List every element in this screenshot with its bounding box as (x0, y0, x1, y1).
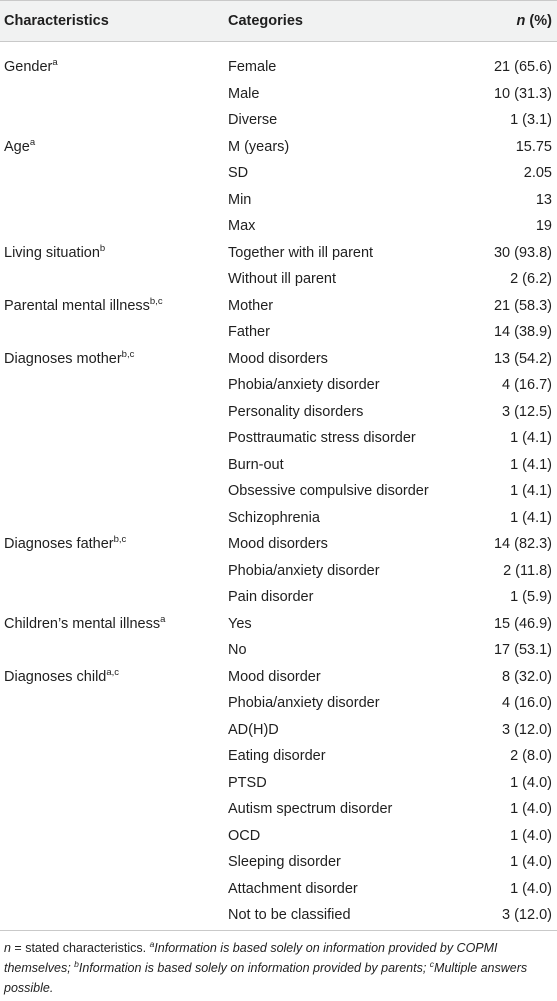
table-row (0, 824, 557, 851)
characteristic-label: Parental mental illness (4, 297, 150, 314)
characteristic-cell (0, 585, 228, 587)
characteristic-cell (0, 691, 228, 693)
table-row (0, 188, 557, 215)
value-cell: 2 (6.2) (510, 271, 552, 287)
value-cell: 1 (4.0) (510, 880, 552, 897)
table-row (0, 691, 557, 718)
category-cell: Sleeping disorder (228, 854, 341, 870)
value-cell: 1 (4.1) (510, 430, 552, 446)
header-percent-suffix: (%) (525, 13, 552, 29)
footnote-c-text: Multiple answers possible. (4, 960, 528, 995)
category-cell: Father (228, 324, 270, 340)
characteristic-cell (0, 373, 228, 375)
characteristic-cell (0, 771, 228, 773)
category-cell: Min (228, 191, 252, 208)
table-row (0, 453, 557, 480)
category-cell: Phobia/anxiety disorder (228, 695, 380, 711)
table-row (0, 771, 557, 798)
characteristic-cell (0, 347, 228, 369)
category-cell: Phobia/anxiety disorder (228, 377, 380, 393)
characteristic-cell (0, 506, 228, 508)
value-cell: 2.05 (523, 165, 552, 181)
characteristic-label: Living situation (4, 244, 100, 261)
footnote-marker: b,c (149, 295, 163, 307)
value-cell: 1 (4.0) (510, 801, 552, 817)
characteristic-cell (0, 241, 228, 263)
value-cell: 15 (46.9) (493, 615, 552, 632)
category-cell: SD (228, 165, 249, 181)
value-cell: 21 (58.3) (493, 297, 552, 314)
characteristic-label: Children’s mental illness (4, 615, 161, 632)
value-cell: 3 (12.0) (502, 907, 552, 923)
table-row (0, 55, 557, 82)
value-cell: 21 (65.6) (493, 59, 552, 75)
characteristic-label: Diagnoses child (4, 668, 107, 685)
characteristic-cell (0, 665, 228, 687)
characteristic-cell (0, 797, 228, 799)
table-row (0, 850, 557, 877)
header-n-symbol: n (516, 13, 526, 29)
category-cell: Burn-out (228, 456, 284, 473)
characteristic-cell (0, 135, 228, 157)
category-cell: Attachment disorder (228, 880, 358, 897)
table-row (0, 903, 557, 930)
characteristic-cell (0, 559, 228, 561)
characteristic-cell (0, 55, 228, 77)
category-cell: Personality disorders (228, 403, 364, 420)
category-cell: Male (228, 85, 260, 102)
value-cell: 14 (38.9) (493, 324, 552, 340)
table-row (0, 241, 557, 268)
header-categories: Categories (228, 13, 303, 29)
value-cell: 1 (3.1) (510, 112, 552, 128)
category-cell: Pain disorder (228, 589, 314, 605)
category-cell: Mood disorders (228, 350, 328, 367)
footnote-marker: b (99, 242, 106, 254)
category-cell: OCD (228, 827, 261, 844)
category-cell: Phobia/anxiety disorder (228, 562, 380, 579)
category-cell: AD(H)D (228, 721, 279, 738)
value-cell: 14 (82.3) (493, 536, 552, 552)
characteristic-cell (0, 426, 228, 428)
characteristic-cell (0, 188, 228, 190)
characteristic-cell (0, 453, 228, 455)
value-cell: 3 (12.5) (502, 403, 552, 420)
characteristic-cell (0, 532, 228, 554)
table-row (0, 506, 557, 533)
category-cell: Posttraumatic stress disorder (228, 430, 416, 446)
category-cell: Obsessive compulsive disorder (228, 483, 429, 499)
table-row (0, 797, 557, 824)
characteristic-cell (0, 877, 228, 879)
value-cell: 2 (11.8) (503, 562, 552, 579)
category-cell: Eating disorder (228, 748, 326, 764)
header-characteristics: Characteristics (4, 13, 109, 29)
characteristic-cell (0, 294, 228, 316)
characteristic-label: Gender (4, 59, 53, 75)
category-cell: Together with ill parent (228, 244, 374, 261)
table-row (0, 479, 557, 506)
value-cell: 13 (535, 191, 552, 208)
characteristic-cell (0, 718, 228, 720)
footnote-marker: a,c (106, 666, 120, 678)
table-row (0, 612, 557, 639)
value-cell: 1 (4.0) (510, 854, 552, 870)
value-cell: 10 (31.3) (493, 85, 552, 102)
characteristic-cell (0, 824, 228, 826)
value-cell: 3 (12.0) (502, 721, 552, 738)
value-cell: 1 (4.1) (510, 456, 552, 473)
footnote-n-symbol: n (4, 940, 11, 955)
value-cell: 15.75 (515, 138, 552, 155)
footnote-marker: a (29, 136, 36, 148)
footnote-marker: a (160, 613, 166, 625)
table-row (0, 718, 557, 745)
footnote-c-mark: c (429, 958, 435, 969)
table-row (0, 294, 557, 321)
footnote-n-text: = stated characteristics. (10, 940, 150, 955)
table-row (0, 373, 557, 400)
category-cell: PTSD (228, 774, 267, 791)
characteristic-cell (0, 214, 228, 216)
value-cell: 30 (93.8) (493, 244, 552, 261)
table-row (0, 665, 557, 692)
characteristic-cell (0, 744, 228, 746)
footnote-b-mark: b (74, 958, 79, 969)
characteristic-label: Age (4, 138, 30, 155)
characteristic-cell (0, 320, 228, 322)
category-cell: Diverse (228, 112, 278, 128)
value-cell: 19 (535, 218, 552, 234)
table-row (0, 214, 557, 241)
table-row (0, 559, 557, 586)
characteristic-cell (0, 903, 228, 905)
footnote-b-text: Information is based solely on information provided by parents; (78, 960, 430, 975)
header-n-percent (464, 13, 557, 29)
value-cell: 1 (4.1) (510, 483, 552, 499)
table-row (0, 347, 557, 374)
table-row (0, 585, 557, 612)
category-cell: Schizophrenia (228, 509, 320, 526)
category-cell: M (years) (228, 138, 290, 155)
category-cell: Max (228, 218, 256, 234)
category-cell: No (228, 642, 247, 658)
footnote-a-text: Information is based solely on information provided by COPMI themselves; (4, 940, 498, 975)
table-row (0, 877, 557, 904)
value-cell: 1 (4.1) (510, 509, 552, 526)
characteristic-cell (0, 82, 228, 84)
value-cell: 2 (8.0) (510, 748, 552, 764)
table-row (0, 744, 557, 771)
footnote-marker: b,c (113, 534, 127, 545)
table-row (0, 82, 557, 109)
table-row (0, 135, 557, 162)
table-row (0, 400, 557, 427)
characteristic-cell (0, 108, 228, 110)
table-row (0, 426, 557, 453)
table-row (0, 532, 557, 559)
category-cell: Female (228, 59, 277, 75)
characteristic-label: Diagnoses mother (4, 350, 122, 367)
category-cell: Mother (228, 297, 274, 314)
characteristic-cell (0, 638, 228, 640)
value-cell: 4 (16.0) (502, 695, 552, 711)
value-cell: 1 (4.0) (510, 774, 552, 791)
value-cell: 1 (4.0) (510, 827, 552, 844)
characteristic-label: Diagnoses father (4, 536, 114, 552)
table-body (0, 42, 557, 930)
value-cell: 17 (53.1) (493, 642, 552, 658)
footnote-a-mark: a (149, 938, 155, 949)
value-cell: 4 (16.7) (502, 377, 552, 393)
table-row (0, 161, 557, 188)
category-cell: Mood disorders (228, 536, 328, 552)
characteristic-cell (0, 612, 228, 634)
table-row (0, 320, 557, 347)
category-cell: Yes (228, 615, 252, 632)
characteristic-cell (0, 850, 228, 852)
table-row (0, 108, 557, 135)
category-cell: Mood disorder (228, 668, 321, 685)
value-cell: 1 (5.9) (510, 589, 552, 605)
table-footnote (0, 931, 557, 998)
characteristic-cell (0, 161, 228, 163)
category-cell: Without ill parent (228, 271, 336, 287)
category-cell: Autism spectrum disorder (228, 801, 393, 817)
footnote-marker: a (52, 57, 58, 68)
characteristic-cell (0, 479, 228, 481)
table-row (0, 638, 557, 665)
category-cell: Not to be classified (228, 907, 351, 923)
characteristic-cell (0, 267, 228, 269)
characteristic-cell (0, 400, 228, 402)
table-header (0, 0, 557, 42)
table-row (0, 267, 557, 294)
value-cell: 8 (32.0) (502, 668, 552, 685)
value-cell: 13 (54.2) (493, 350, 552, 367)
footnote-marker: b,c (121, 348, 135, 360)
